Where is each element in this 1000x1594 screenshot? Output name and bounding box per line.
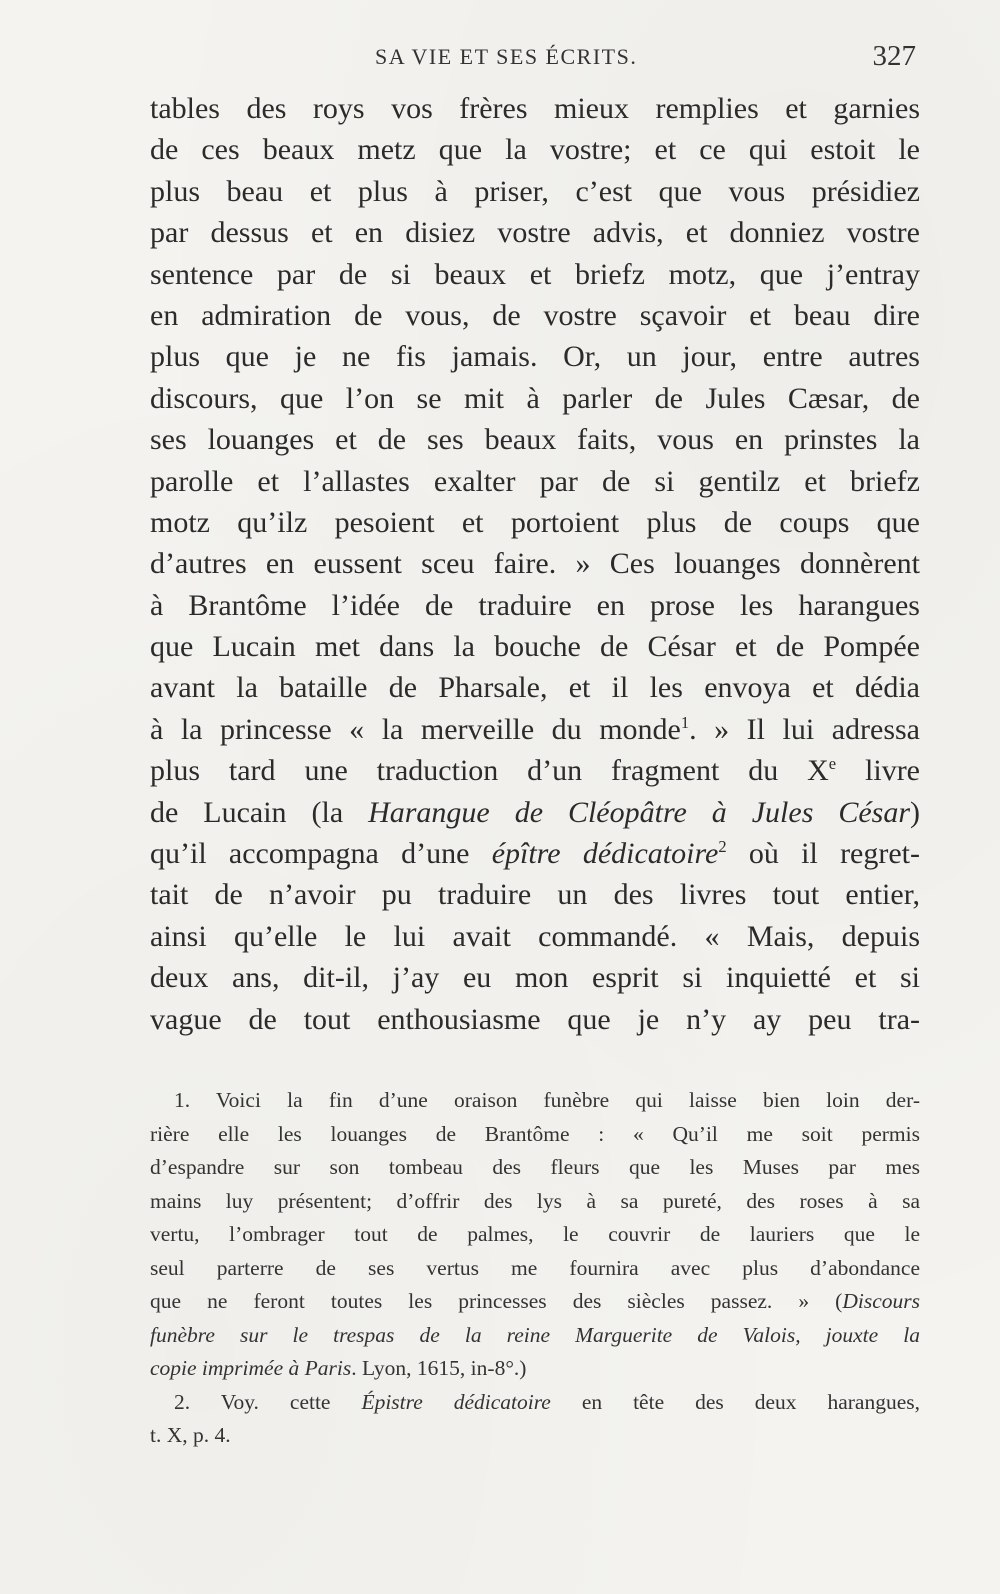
footnote-1-line: 1. Voici la fin d’une oraison funèbre qui laisse bien loin der-: [174, 1088, 920, 1112]
italic-title: épître dédicatoire: [491, 837, 719, 871]
text-line: [150, 709, 920, 750]
text-line: [150, 750, 920, 791]
text-line: discours, que l’on se mit à parler de Jules Cæsar, de: [150, 381, 920, 415]
text-segment: livre: [836, 754, 920, 788]
text-line: par dessus et en disiez vostre advis, et donniez vostre: [150, 216, 920, 250]
text-line: deux ans, dit-il, j’ay eu mon esprit si inquietté et si: [150, 961, 920, 995]
italic-title: Harangue de Cléopâtre à Jules César: [368, 795, 910, 829]
page-number: 327: [872, 40, 916, 72]
text-segment: que ne feront toutes les princesses des siècles passez. » (: [150, 1289, 843, 1313]
text-segment: plus tard une traduction d’un fragment du X: [150, 754, 829, 788]
text-line: [150, 833, 920, 874]
text-line: à Brantôme l’idée de traduire en prose les harangues: [150, 588, 920, 622]
running-title: SA VIE ET SES ÉCRITS.: [375, 44, 638, 69]
text-line: vague de tout enthousiasme que je n’y ay peu tra-: [150, 1002, 920, 1036]
footnote-1-line: d’espandre sur son tombeau des fleurs que les Muses par mes: [150, 1155, 920, 1179]
footnote-ref-1: 1: [680, 712, 690, 732]
footnote-1-line: rière elle les louanges de Brantôme : « Qu’il me soit permis: [150, 1121, 920, 1146]
text-line: plus beau et plus à priser, c’est que vous présidiez: [150, 174, 920, 208]
superscript-e: e: [828, 754, 837, 774]
text-line: tait de n’avoir pu traduire un des livres tout entier,: [150, 878, 920, 912]
text-line: tables des roys vos frères mieux remplies et garnies: [150, 92, 920, 125]
text-line: en admiration de vous, de vostre sçavoir et beau dire: [150, 298, 920, 332]
text-line: motz qu’ilz pesoient et portoient plus de coups que: [150, 505, 920, 539]
text-line: que Lucain met dans la bouche de César et de Pompée: [150, 630, 920, 664]
text-segment: . Lyon, 1615, in-8°.): [351, 1356, 527, 1380]
text-segment: de Lucain (la: [150, 795, 369, 829]
text-segment: en tête des deux harangues,: [550, 1389, 921, 1414]
text-line: d’autres en eussent sceu faire. » Ces louanges donnèrent: [150, 547, 920, 581]
italic-citation: Épistre dédicatoire: [361, 1389, 551, 1414]
text-segment: 2. Voy. cette: [174, 1389, 362, 1414]
footnote-2-line: t. X, p. 4.: [150, 1423, 231, 1447]
text-segment: où il regret-: [726, 837, 921, 871]
footnote-1-line: [150, 1352, 920, 1386]
text-line: plus que je ne fis jamais. Or, un jour, entre autres: [150, 340, 920, 374]
footnote-1-line: mains luy présentent; d’offrir des lys à sa pureté, des roses à sa: [150, 1188, 920, 1213]
text-line: sentence par de si beaux et briefz motz, que j’entray: [150, 257, 920, 291]
running-head: [150, 40, 920, 78]
footnote-1-line: [150, 1285, 920, 1319]
footnote-1-line: vertu, l’ombrager tout de palmes, le couvrir de lauriers que le: [150, 1222, 920, 1246]
text-segment: à la princesse « la merveille du monde: [150, 712, 681, 746]
footnote-1-line: seul parterre de ses vertus me fournira avec plus d’abondance: [150, 1255, 920, 1280]
text-line: parolle et l’allastes exalter par de si gentilz et briefz: [150, 464, 920, 498]
footnotes: [150, 1084, 920, 1453]
italic-citation: Discours: [842, 1289, 920, 1313]
text-segment: . » Il lui adressa: [689, 712, 920, 746]
text-line: [150, 792, 920, 833]
footnote-2-line: [150, 1386, 920, 1420]
text-line: de ces beaux metz que la vostre; et ce qui estoit le: [150, 133, 920, 167]
text-line: ainsi qu’elle le lui avait commandé. « Mais, depuis: [150, 919, 920, 953]
footnote-1-line: funèbre sur le trespas de la reine Marguerite de Valois, jouxte la: [150, 1322, 920, 1347]
footnote-ref-2: 2: [718, 837, 727, 857]
body-text: [150, 88, 920, 1040]
text-line: avant la bataille de Pharsale, et il les envoya et dédia: [150, 671, 920, 705]
text-segment: ): [910, 795, 920, 829]
text-line: ses louanges et de ses beaux faits, vous en prinstes la: [150, 423, 920, 457]
text-segment: qu’il accompagna d’une: [150, 837, 492, 871]
italic-citation: copie imprimée à Paris: [150, 1356, 352, 1380]
